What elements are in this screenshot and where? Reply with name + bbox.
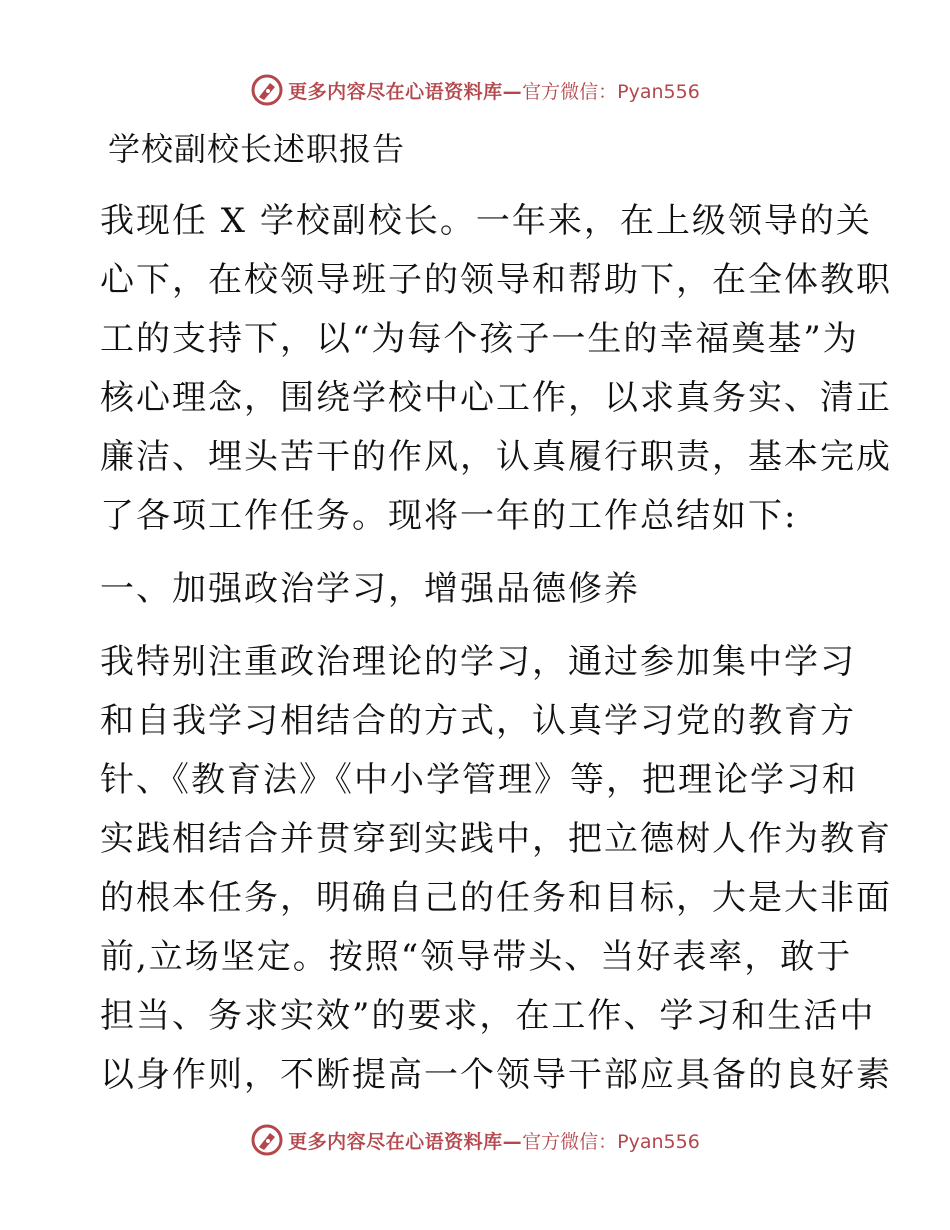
watermark-text: 更多内容尽在心语资料库— <box>288 1130 523 1153</box>
paragraph-section-1 <box>100 633 892 1105</box>
section-heading: 一、加强政治学习，增强品德修养 <box>100 569 640 609</box>
text-line: 心下，在校领导班子的领导和帮助下，在全体教职 <box>100 260 892 300</box>
paragraph-intro <box>100 192 892 546</box>
watermark-banner-bottom <box>0 1120 950 1160</box>
text-line: 以身作则，不断提高一个领导干部应具备的良好素 <box>100 1055 892 1095</box>
text-line: 了各项工作任务。现将一年的工作总结如下: <box>100 496 798 536</box>
document-body <box>100 120 892 1105</box>
text-line: 廉洁、埋头苦干的作风，认真履行职责，基本完成 <box>100 437 892 477</box>
text-line: 担当、务求实效”的要求，在工作、学习和生活中 <box>100 996 876 1036</box>
watermark-text: 更多内容尽在心语资料库— <box>288 80 523 103</box>
pen-nib-logo-icon <box>250 73 284 107</box>
text-line: 核心理念，围绕学校中心工作，以求真务实、清正 <box>100 378 892 418</box>
text-line: 针、《教育法》《中小学管理》等，把理论学习和 <box>100 760 858 800</box>
text-line: 我现任 X 学校副校长。一年来，在上级领导的关 <box>100 201 872 241</box>
document-title: 学校副校长述职报告 <box>108 130 406 168</box>
text-line: 的根本任务，明确自己的任务和目标，大是大非面 <box>100 878 892 918</box>
text-line: 前,立场坚定。按照“领导带头、当好表率，敢于 <box>100 937 853 977</box>
watermark-banner-top <box>0 70 950 110</box>
text-line: 我特别注重政治理论的学习，通过参加集中学习 <box>100 642 856 682</box>
text-line: 实践相结合并贯穿到实践中，把立德树人作为教育 <box>100 819 892 859</box>
watermark-wechat: 官方微信：Pyan556 <box>522 1130 700 1153</box>
text-line: 和自我学习相结合的方式，认真学习党的教育方 <box>100 701 856 741</box>
watermark-wechat: 官方微信：Pyan556 <box>522 80 700 103</box>
pen-nib-logo-icon <box>250 1123 284 1157</box>
text-line: 工的支持下，以“为每个孩子一生的幸福奠基”为 <box>100 319 859 359</box>
